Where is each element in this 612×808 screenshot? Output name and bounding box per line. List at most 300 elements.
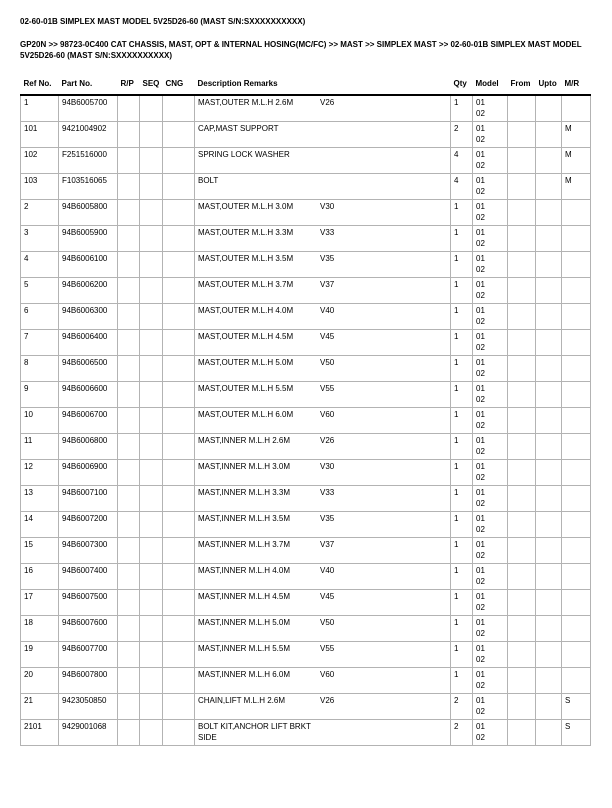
- from-cell: [508, 434, 536, 460]
- model-line: 01: [476, 696, 485, 705]
- description-cell: [195, 174, 451, 200]
- ref-no-cell: 13: [21, 486, 59, 512]
- rp-cell: [118, 434, 140, 460]
- description-text: MAST,OUTER M.L.H 5.5M: [198, 384, 294, 393]
- from-cell: [508, 642, 536, 668]
- seq-cell: [140, 252, 163, 278]
- mr-cell: [562, 590, 591, 616]
- model-cell: [473, 668, 508, 694]
- remark-text: V26: [320, 98, 335, 107]
- seq-cell: [140, 174, 163, 200]
- qty-cell: 2: [451, 720, 473, 746]
- upto-cell: [536, 408, 562, 434]
- qty-cell: 1: [451, 460, 473, 486]
- mr-cell: [562, 434, 591, 460]
- seq-cell: [140, 330, 163, 356]
- qty-cell: 1: [451, 564, 473, 590]
- ref-no-cell: 12: [21, 460, 59, 486]
- rp-cell: [118, 512, 140, 538]
- model-cell: [473, 148, 508, 174]
- description-cell: [195, 590, 451, 616]
- part-no-cell: 94B6007700: [59, 642, 118, 668]
- model-line: 02: [476, 420, 485, 430]
- part-no-cell: 94B6006900: [59, 460, 118, 486]
- rp-cell: [118, 95, 140, 122]
- upto-cell: [536, 122, 562, 148]
- part-no-cell: 94B6006800: [59, 434, 118, 460]
- seq-cell: [140, 148, 163, 174]
- from-cell: [508, 304, 536, 330]
- ref-no-cell: 19: [21, 642, 59, 668]
- model-line: 02: [476, 732, 485, 742]
- upto-cell: [536, 252, 562, 278]
- model-cell: [473, 278, 508, 304]
- description-text: SPRING LOCK WASHER: [198, 150, 290, 159]
- mr-cell: [562, 538, 591, 564]
- upto-cell: [536, 486, 562, 512]
- rp-cell: [118, 278, 140, 304]
- model-line: 01: [476, 410, 485, 419]
- from-cell: [508, 668, 536, 694]
- table-row: [21, 95, 591, 122]
- table-row: [21, 174, 591, 200]
- description-cell: [195, 408, 451, 434]
- upto-cell: [536, 616, 562, 642]
- cng-cell: [163, 538, 195, 564]
- from-cell: [508, 122, 536, 148]
- table-row: [21, 226, 591, 252]
- table-row: [21, 148, 591, 174]
- model-line: 01: [476, 488, 485, 497]
- description-text: BOLT: [198, 176, 219, 185]
- part-no-cell: 9423050850: [59, 694, 118, 720]
- col-header-mr: M/R: [562, 77, 591, 95]
- table-row: [21, 668, 591, 694]
- ref-no-cell: 4: [21, 252, 59, 278]
- from-cell: [508, 694, 536, 720]
- model-cell: [473, 330, 508, 356]
- breadcrumb: GP20N >> 98723-0C400 CAT CHASSIS, MAST, OPT & INTERNAL HOSING(MC/FC) >> MAST >> SIMPLEX MAST >> 02-60-01B SIMPLEX MAST MODEL 5V25D26-60 (MAST S/N:SXXXXXXXXXX): [20, 40, 582, 60]
- description-cell: [195, 564, 451, 590]
- mr-cell: [562, 564, 591, 590]
- model-line: 02: [476, 160, 485, 170]
- description-cell: [195, 330, 451, 356]
- model-line: 02: [476, 342, 485, 352]
- qty-cell: 1: [451, 538, 473, 564]
- model-line: 01: [476, 98, 485, 107]
- mr-cell: M: [562, 148, 591, 174]
- upto-cell: [536, 642, 562, 668]
- remark-text: V55: [320, 644, 335, 653]
- rp-cell: [118, 538, 140, 564]
- qty-cell: 1: [451, 590, 473, 616]
- col-header-part-no: Part No.: [59, 77, 118, 95]
- model-cell: [473, 642, 508, 668]
- model-line: 01: [476, 436, 485, 445]
- rp-cell: [118, 226, 140, 252]
- table-row: [21, 564, 591, 590]
- model-cell: [473, 590, 508, 616]
- remark-text: V35: [320, 514, 335, 523]
- ref-no-cell: 18: [21, 616, 59, 642]
- model-cell: [473, 616, 508, 642]
- from-cell: [508, 200, 536, 226]
- description-text: MAST,INNER M.L.H 3.0M: [198, 462, 291, 471]
- model-line: 02: [476, 706, 485, 716]
- from-cell: [508, 460, 536, 486]
- rp-cell: [118, 356, 140, 382]
- model-cell: [473, 356, 508, 382]
- mr-cell: [562, 616, 591, 642]
- description-text: MAST,OUTER M.L.H 3.7M: [198, 280, 294, 289]
- model-line: 02: [476, 472, 485, 482]
- table-row: [21, 486, 591, 512]
- description-cell: [195, 95, 451, 122]
- description-cell: [195, 538, 451, 564]
- seq-cell: [140, 278, 163, 304]
- from-cell: [508, 278, 536, 304]
- from-cell: [508, 174, 536, 200]
- remark-text: V50: [320, 358, 335, 367]
- from-cell: [508, 226, 536, 252]
- part-no-cell: 94B6006400: [59, 330, 118, 356]
- ref-no-cell: 21: [21, 694, 59, 720]
- description-cell: [195, 720, 451, 746]
- remark-text: V60: [320, 410, 335, 419]
- seq-cell: [140, 304, 163, 330]
- model-cell: [473, 434, 508, 460]
- description-cell: [195, 122, 451, 148]
- cng-cell: [163, 564, 195, 590]
- upto-cell: [536, 95, 562, 122]
- model-line: 01: [476, 384, 485, 393]
- qty-cell: 1: [451, 642, 473, 668]
- description-text: MAST,OUTER M.L.H 3.0M: [198, 202, 294, 211]
- remark-text: V40: [320, 566, 335, 575]
- rp-cell: [118, 174, 140, 200]
- table-row: [21, 200, 591, 226]
- model-cell: [473, 252, 508, 278]
- col-header-from: From: [508, 77, 536, 95]
- mr-cell: [562, 382, 591, 408]
- seq-cell: [140, 356, 163, 382]
- seq-cell: [140, 408, 163, 434]
- col-header-model: Model: [473, 77, 508, 95]
- mr-cell: [562, 486, 591, 512]
- ref-no-cell: 7: [21, 330, 59, 356]
- qty-cell: 1: [451, 226, 473, 252]
- ref-no-cell: 9: [21, 382, 59, 408]
- model-line: 01: [476, 618, 485, 627]
- model-line: 02: [476, 576, 485, 586]
- from-cell: [508, 148, 536, 174]
- part-no-cell: 94B6007600: [59, 616, 118, 642]
- model-line: 01: [476, 150, 485, 159]
- mr-cell: S: [562, 720, 591, 746]
- mr-cell: M: [562, 174, 591, 200]
- part-no-cell: 94B6006600: [59, 382, 118, 408]
- part-no-cell: 9421004902: [59, 122, 118, 148]
- model-line: 01: [476, 592, 485, 601]
- model-cell: [473, 512, 508, 538]
- remark-text: V30: [320, 462, 335, 471]
- from-cell: [508, 590, 536, 616]
- seq-cell: [140, 538, 163, 564]
- description-text: MAST,OUTER M.L.H 4.0M: [198, 306, 294, 315]
- model-line: 02: [476, 524, 485, 534]
- model-line: 02: [476, 134, 485, 144]
- mr-cell: [562, 460, 591, 486]
- rp-cell: [118, 200, 140, 226]
- rp-cell: [118, 486, 140, 512]
- cng-cell: [163, 720, 195, 746]
- ref-no-cell: 101: [21, 122, 59, 148]
- ref-no-cell: 14: [21, 512, 59, 538]
- model-line: 02: [476, 550, 485, 560]
- description-text: MAST,INNER M.L.H 5.0M: [198, 618, 291, 627]
- cng-cell: [163, 252, 195, 278]
- rp-cell: [118, 122, 140, 148]
- qty-cell: 1: [451, 200, 473, 226]
- rp-cell: [118, 564, 140, 590]
- qty-cell: 1: [451, 668, 473, 694]
- description-text: MAST,INNER M.L.H 5.5M: [198, 644, 291, 653]
- ref-no-cell: 102: [21, 148, 59, 174]
- model-cell: [473, 200, 508, 226]
- description-text: MAST,INNER M.L.H 3.7M: [198, 540, 291, 549]
- model-line: 02: [476, 212, 485, 222]
- description-cell: [195, 486, 451, 512]
- description-cell: [195, 148, 451, 174]
- cng-cell: [163, 408, 195, 434]
- model-line: 01: [476, 462, 485, 471]
- rp-cell: [118, 590, 140, 616]
- part-no-cell: 94B6006200: [59, 278, 118, 304]
- model-line: 01: [476, 722, 485, 731]
- cng-cell: [163, 304, 195, 330]
- table-row: [21, 720, 591, 746]
- from-cell: [508, 512, 536, 538]
- ref-no-cell: 3: [21, 226, 59, 252]
- ref-no-cell: 17: [21, 590, 59, 616]
- remark-text: V30: [320, 202, 335, 211]
- description-cell: [195, 616, 451, 642]
- ref-no-cell: 15: [21, 538, 59, 564]
- remark-text: V26: [320, 696, 335, 705]
- model-line: 02: [476, 602, 485, 612]
- description-text: MAST,OUTER M.L.H 3.3M: [198, 228, 294, 237]
- upto-cell: [536, 330, 562, 356]
- qty-cell: 1: [451, 95, 473, 122]
- seq-cell: [140, 642, 163, 668]
- description-cell: [195, 356, 451, 382]
- description-text: MAST,INNER M.L.H 3.5M: [198, 514, 291, 523]
- col-header-upto: Upto: [536, 77, 562, 95]
- qty-cell: 2: [451, 122, 473, 148]
- model-line: 02: [476, 264, 485, 274]
- rp-cell: [118, 694, 140, 720]
- description-cell: [195, 512, 451, 538]
- cng-cell: [163, 148, 195, 174]
- rp-cell: [118, 408, 140, 434]
- qty-cell: 1: [451, 278, 473, 304]
- mr-cell: [562, 95, 591, 122]
- part-no-cell: 94B6007800: [59, 668, 118, 694]
- qty-cell: 1: [451, 434, 473, 460]
- remark-text: V33: [320, 228, 335, 237]
- ref-no-cell: 6: [21, 304, 59, 330]
- rp-cell: [118, 148, 140, 174]
- from-cell: [508, 382, 536, 408]
- part-no-cell: F251516000: [59, 148, 118, 174]
- description-text: MAST,INNER M.L.H 4.5M: [198, 592, 291, 601]
- model-cell: [473, 720, 508, 746]
- cng-cell: [163, 590, 195, 616]
- description-cell: [195, 668, 451, 694]
- cng-cell: [163, 330, 195, 356]
- upto-cell: [536, 174, 562, 200]
- model-cell: [473, 226, 508, 252]
- cng-cell: [163, 174, 195, 200]
- model-cell: [473, 304, 508, 330]
- rp-cell: [118, 668, 140, 694]
- rp-cell: [118, 330, 140, 356]
- qty-cell: 1: [451, 304, 473, 330]
- seq-cell: [140, 486, 163, 512]
- upto-cell: [536, 148, 562, 174]
- part-no-cell: F103516065: [59, 174, 118, 200]
- from-cell: [508, 356, 536, 382]
- seq-cell: [140, 668, 163, 694]
- upto-cell: [536, 590, 562, 616]
- model-line: 02: [476, 680, 485, 690]
- table-row: [21, 356, 591, 382]
- upto-cell: [536, 512, 562, 538]
- qty-cell: 1: [451, 330, 473, 356]
- cng-cell: [163, 694, 195, 720]
- upto-cell: [536, 356, 562, 382]
- model-cell: [473, 486, 508, 512]
- from-cell: [508, 252, 536, 278]
- qty-cell: 1: [451, 408, 473, 434]
- part-no-cell: 94B6007500: [59, 590, 118, 616]
- model-line: 02: [476, 628, 485, 638]
- table-header-row: [21, 77, 591, 95]
- model-cell: [473, 95, 508, 122]
- mr-cell: M: [562, 122, 591, 148]
- parts-table: [20, 77, 591, 746]
- part-no-cell: 94B6007100: [59, 486, 118, 512]
- table-row: [21, 616, 591, 642]
- rp-cell: [118, 616, 140, 642]
- col-header-cng: CNG: [163, 77, 195, 95]
- remark-text: V35: [320, 254, 335, 263]
- cng-cell: [163, 278, 195, 304]
- remark-text: V37: [320, 540, 335, 549]
- ref-no-cell: 103: [21, 174, 59, 200]
- rp-cell: [118, 642, 140, 668]
- cng-cell: [163, 642, 195, 668]
- description-cell: [195, 304, 451, 330]
- description-text: MAST,INNER M.L.H 4.0M: [198, 566, 291, 575]
- description-text: MAST,OUTER M.L.H 2.6M: [198, 98, 294, 107]
- upto-cell: [536, 278, 562, 304]
- upto-cell: [536, 694, 562, 720]
- description-text: MAST,INNER M.L.H 3.3M: [198, 488, 291, 497]
- mr-cell: [562, 252, 591, 278]
- from-cell: [508, 486, 536, 512]
- cng-cell: [163, 434, 195, 460]
- qty-cell: 4: [451, 148, 473, 174]
- from-cell: [508, 95, 536, 122]
- mr-cell: [562, 200, 591, 226]
- model-line: 02: [476, 498, 485, 508]
- ref-no-cell: 11: [21, 434, 59, 460]
- seq-cell: [140, 434, 163, 460]
- ref-no-cell: 5: [21, 278, 59, 304]
- rp-cell: [118, 382, 140, 408]
- upto-cell: [536, 226, 562, 252]
- model-line: 01: [476, 202, 485, 211]
- from-cell: [508, 564, 536, 590]
- from-cell: [508, 720, 536, 746]
- qty-cell: 1: [451, 486, 473, 512]
- description-cell: [195, 434, 451, 460]
- table-row: [21, 512, 591, 538]
- qty-cell: 2: [451, 694, 473, 720]
- table-row: [21, 278, 591, 304]
- part-no-cell: 9429001068: [59, 720, 118, 746]
- description-cell: [195, 226, 451, 252]
- qty-cell: 1: [451, 512, 473, 538]
- model-line: 02: [476, 186, 485, 196]
- cng-cell: [163, 122, 195, 148]
- remark-text: V45: [320, 592, 335, 601]
- description-text: CHAIN,LIFT M.L.H 2.6M: [198, 696, 285, 705]
- model-cell: [473, 382, 508, 408]
- cng-cell: [163, 226, 195, 252]
- mr-cell: [562, 356, 591, 382]
- upto-cell: [536, 200, 562, 226]
- ref-no-cell: 2101: [21, 720, 59, 746]
- col-header-qty: Qty: [451, 77, 473, 95]
- model-cell: [473, 408, 508, 434]
- description-text: MAST,INNER M.L.H 6.0M: [198, 670, 291, 679]
- description-text: MAST,OUTER M.L.H 6.0M: [198, 410, 294, 419]
- cng-cell: [163, 668, 195, 694]
- mr-cell: [562, 304, 591, 330]
- seq-cell: [140, 590, 163, 616]
- part-no-cell: 94B6006700: [59, 408, 118, 434]
- table-row: [21, 434, 591, 460]
- table-row: [21, 382, 591, 408]
- upto-cell: [536, 304, 562, 330]
- table-row: [21, 694, 591, 720]
- cng-cell: [163, 200, 195, 226]
- model-line: 01: [476, 228, 485, 237]
- model-line: 01: [476, 358, 485, 367]
- from-cell: [508, 538, 536, 564]
- model-line: 01: [476, 644, 485, 653]
- model-line: 02: [476, 238, 485, 248]
- seq-cell: [140, 200, 163, 226]
- table-row: [21, 252, 591, 278]
- table-row: [21, 538, 591, 564]
- table-row: [21, 590, 591, 616]
- model-line: 02: [476, 368, 485, 378]
- description-cell: [195, 200, 451, 226]
- mr-cell: [562, 642, 591, 668]
